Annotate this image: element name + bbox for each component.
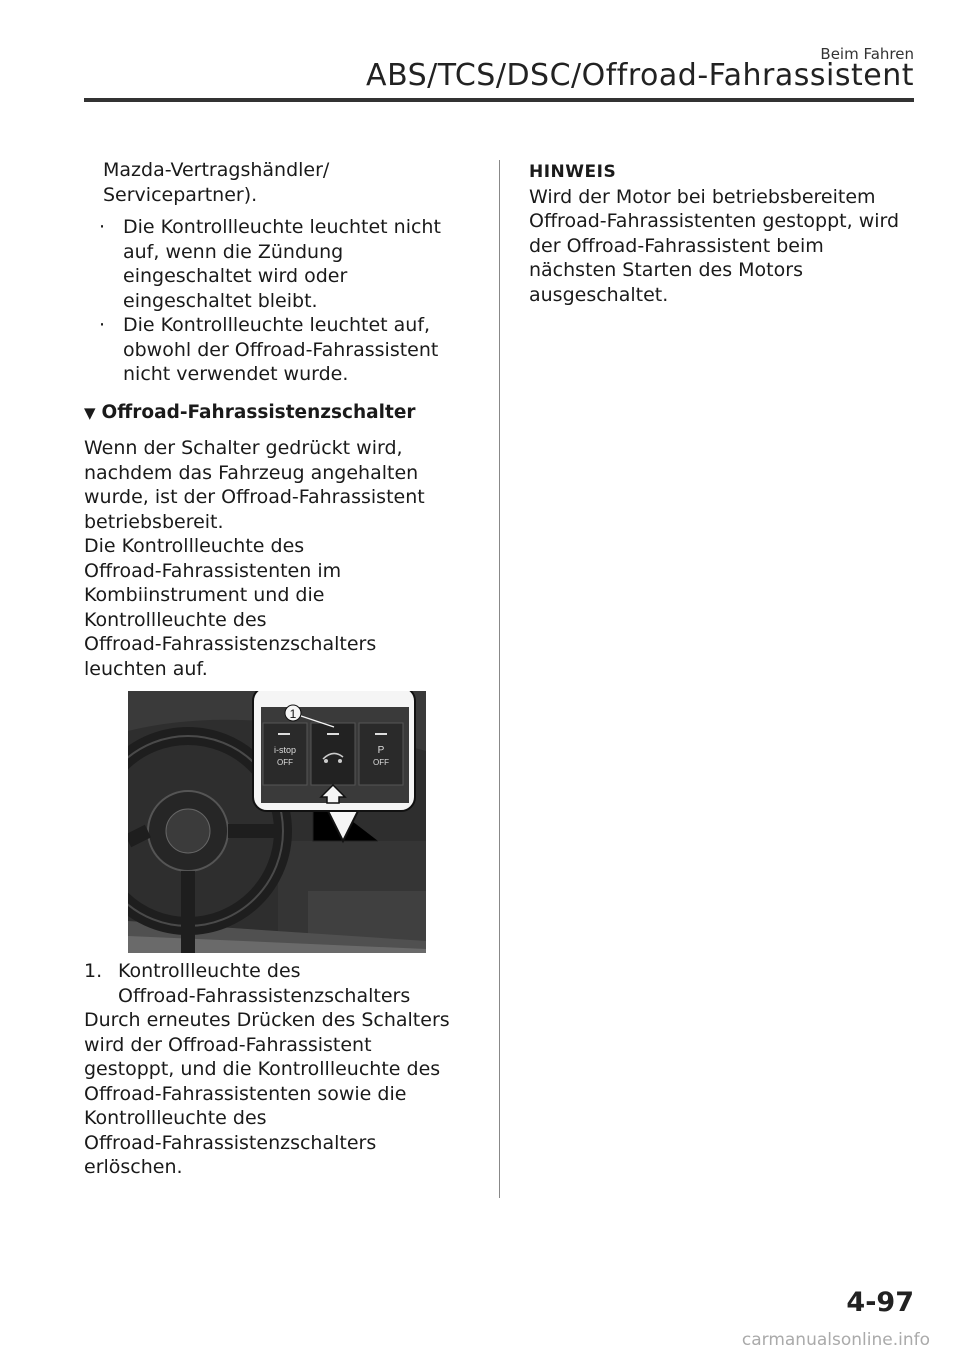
bullet-dot: · (99, 216, 106, 238)
text-line: leuchten auf. (84, 657, 208, 680)
caption-line: Kontrollleuchte des (118, 960, 301, 982)
left-column (84, 158, 479, 1180)
section-heading (84, 401, 479, 426)
istop-label: i-stop (273, 745, 297, 755)
bullet-line: Die Kontrollleuchte leuchtet nicht (123, 216, 441, 238)
parking-label: P (377, 745, 385, 756)
caption-number: 1. (84, 960, 103, 982)
text-line: Kontrollleuchte des (84, 1107, 267, 1129)
text-line: Offroad-Fahrassistenzschalters (84, 1131, 377, 1154)
callout-number: 1 (289, 707, 297, 721)
paragraph (84, 436, 479, 681)
istop-off-label: OFF (277, 758, 293, 767)
note-line: Wird der Motor bei betriebsbereitem (529, 185, 876, 208)
paragraph (84, 1008, 479, 1180)
column-divider (499, 160, 500, 1198)
caption-line: Offroad-Fahrassistenzschalters (118, 984, 411, 1007)
text-line: betriebsbereit. (84, 510, 224, 533)
text-line: nachdem das Fahrzeug angehalten (84, 461, 419, 484)
bullet-line: eingeschaltet bleibt. (123, 289, 318, 312)
text-line: Kombiinstrument und die (84, 584, 325, 606)
text-line: wurde, ist der Offroad-Fahrassistent (84, 486, 425, 508)
right-column (529, 160, 919, 307)
intro-line: Mazda-Vertragshändler/ (103, 159, 330, 181)
intro-line: Servicepartner). (103, 183, 258, 206)
text-line: erlöschen. (84, 1156, 183, 1178)
header-section: Beim Fahren (820, 45, 914, 63)
bullet-item (84, 313, 479, 387)
page-number: 4-97 (846, 1287, 914, 1318)
triangle-down-icon: ▼ (84, 403, 96, 422)
bullet-line: auf, wenn die Zündung (123, 240, 344, 263)
note-title: HINWEIS (529, 162, 617, 182)
dashboard-photo (128, 691, 426, 953)
text-line: gestoppt, und die Kontrollleuchte des (84, 1058, 441, 1080)
intro-text (84, 158, 479, 207)
text-line: Wenn der Schalter gedrückt wird, (84, 437, 403, 459)
note-line: der Offroad-Fahrassistent beim (529, 234, 824, 257)
header-title: ABS/TCS/DSC/Offroad-Fahrassistent (366, 58, 914, 93)
text-line: Offroad-Fahrassistenten sowie die (84, 1082, 407, 1105)
text-line: Die Kontrollleuchte des (84, 535, 305, 557)
bullet-item (84, 215, 479, 313)
text-line: Kontrollleuchte des (84, 608, 267, 631)
dashboard-illustration (128, 691, 426, 953)
parking-off-label: OFF (373, 758, 389, 767)
figure-caption (84, 959, 479, 1008)
text-line: Offroad-Fahrassistenten im (84, 559, 342, 582)
text-line: Offroad-Fahrassistenzschalters (84, 633, 377, 655)
text-line: wird der Offroad-Fahrassistent (84, 1033, 372, 1056)
section-title: Offroad-Fahrassistenzschalter (101, 401, 416, 423)
bullet-line: nicht verwendet wurde. (123, 363, 349, 385)
bullet-line: obwohl der Offroad-Fahrassistent (123, 338, 439, 361)
watermark: carmanualsonline.info (741, 1330, 930, 1350)
text-line: Durch erneutes Drücken des Schalters (84, 1009, 450, 1031)
note-line: Offroad-Fahrassistenten gestoppt, wird (529, 210, 900, 232)
bullet-line: eingeschaltet wird oder (123, 265, 348, 287)
note-line: ausgeschaltet. (529, 283, 669, 306)
note-line: nächsten Starten des Motors (529, 259, 803, 281)
header-rule (84, 98, 914, 102)
bullet-dot: · (99, 314, 106, 336)
bullet-line: Die Kontrollleuchte leuchtet auf, (123, 314, 431, 336)
